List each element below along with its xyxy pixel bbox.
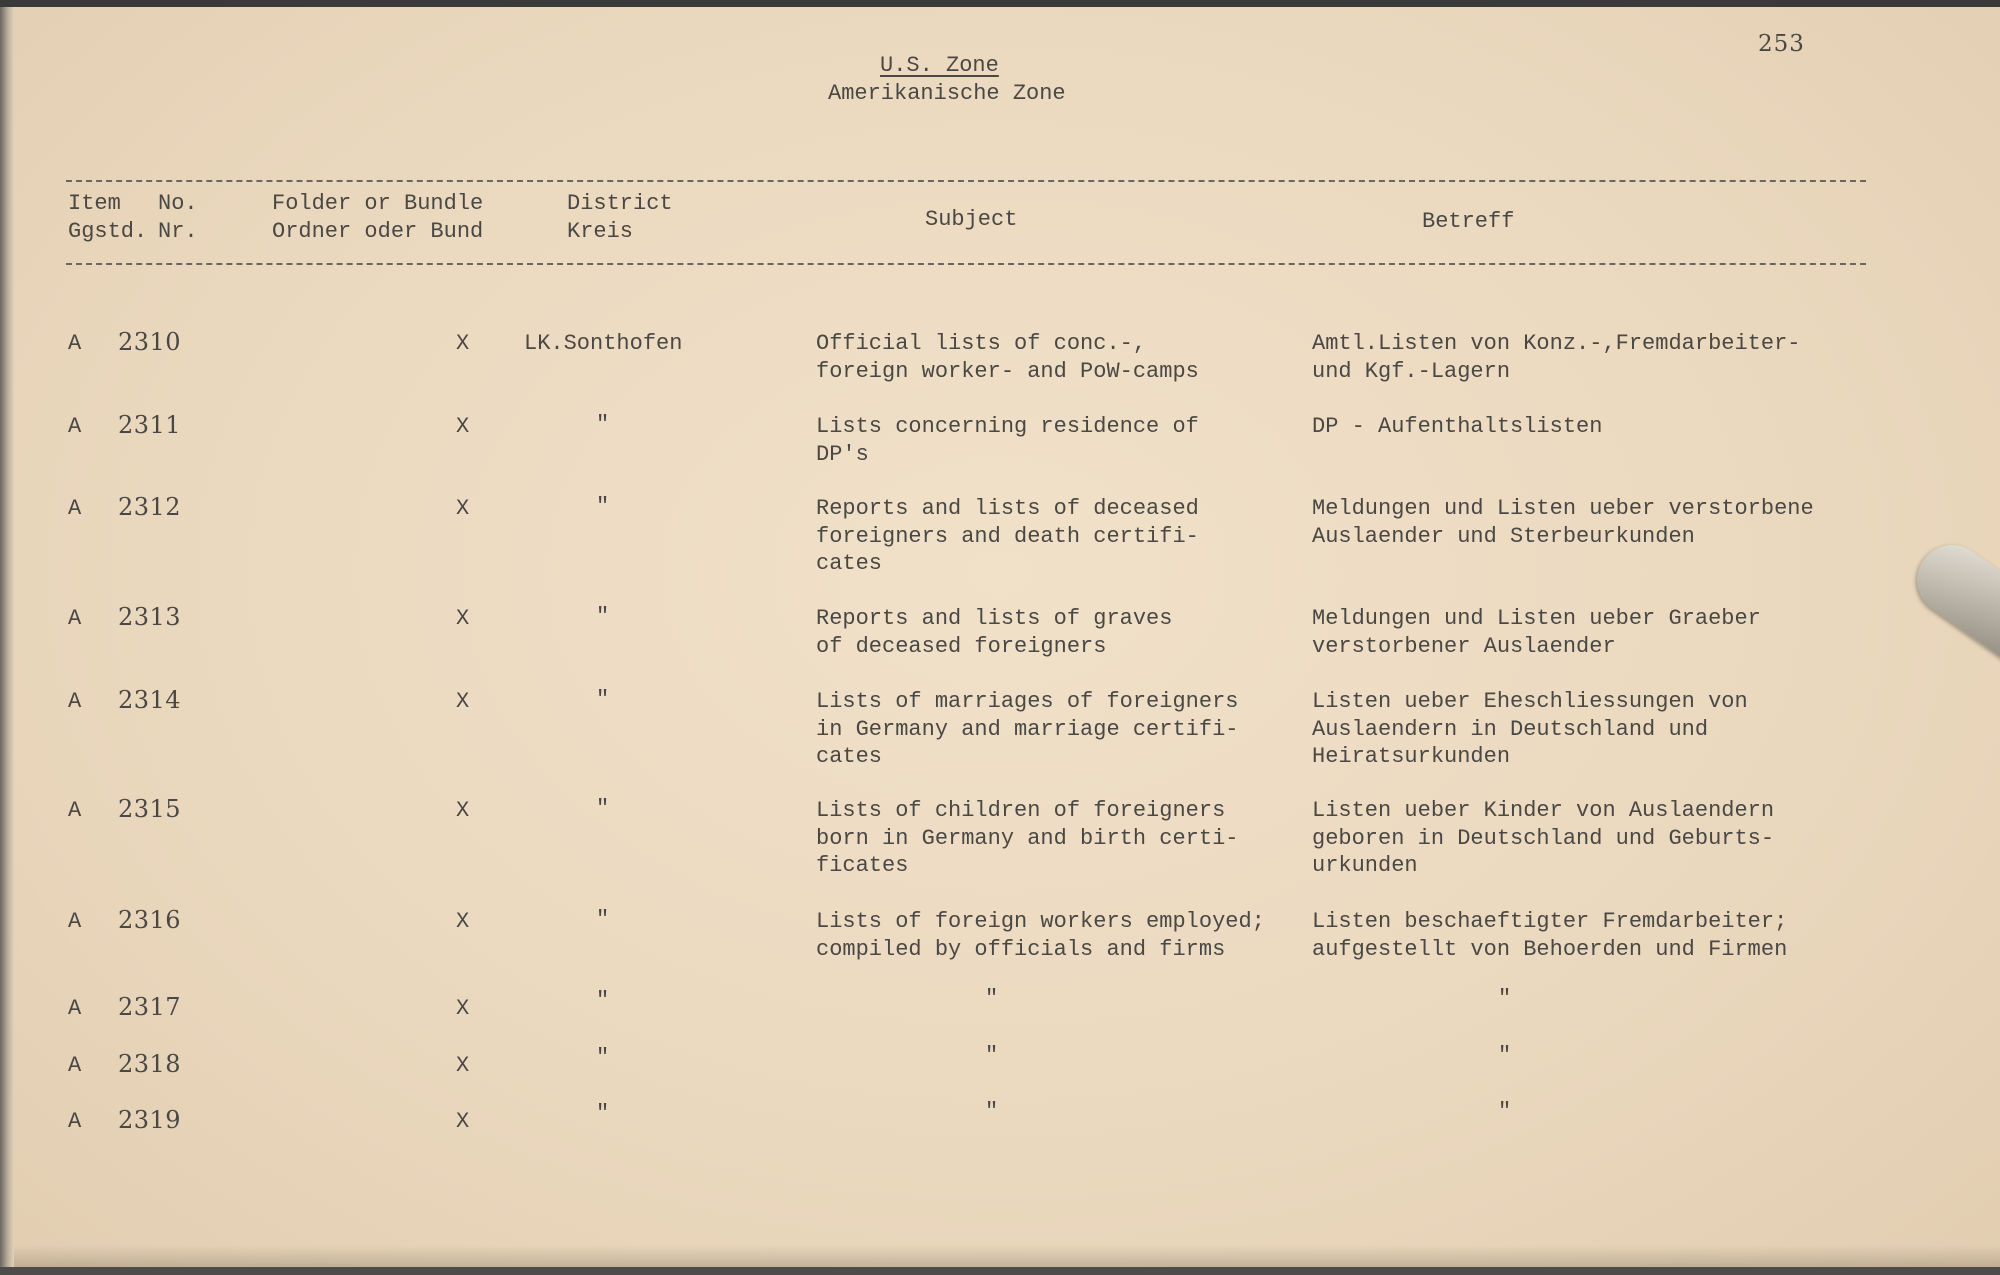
row-subject-line: " — [985, 986, 999, 1011]
row-subject-line: foreigners and death certifi- — [816, 523, 1199, 549]
row-betreff-line: verstorbener Auslaender — [1312, 633, 1616, 659]
row-number: 2318 — [118, 1050, 182, 1078]
row-subject-line: ficates — [816, 853, 909, 878]
page-number: 253 — [1758, 31, 1805, 57]
paper-clip — [1903, 531, 2000, 674]
row-betreff-line: Meldungen und Listen ueber Graeber — [1312, 606, 1761, 631]
row-betreff-line: Auslaendern in Deutschland und — [1312, 716, 1709, 742]
row-betreff-line: Meldungen und Listen ueber verstorbene — [1312, 496, 1814, 521]
row-subject-line: cates — [816, 744, 883, 769]
row-subject-line: DP's — [816, 441, 869, 467]
row-item: A — [68, 689, 82, 714]
row-district: LK.Sonthofen — [524, 331, 683, 356]
row-folder: X — [456, 414, 470, 439]
row-subject-line: " — [985, 1099, 999, 1124]
col-header-betreff: Betreff — [1422, 209, 1515, 234]
row-number: 2315 — [118, 795, 182, 823]
book-binding — [0, 0, 14, 1275]
row-subject-line: born in Germany and birth certi- — [816, 825, 1239, 851]
row-district: " — [596, 907, 610, 932]
row-betreff-line: " — [1498, 1099, 1512, 1124]
row-item: A — [68, 909, 82, 934]
row-number: 2312 — [118, 493, 182, 521]
row-item: A — [68, 496, 82, 521]
row-item: A — [68, 606, 82, 631]
row-folder: X — [456, 909, 470, 934]
row-betreff-line: Amtl.Listen von Konz.-,Fremdarbeiter- — [1312, 331, 1801, 356]
col-header-district-de: Kreis — [567, 219, 634, 244]
row-subject-line: " — [985, 1043, 999, 1068]
page-subtitle: Amerikanische Zone — [828, 81, 1066, 106]
page-bottom-edge — [0, 1267, 2000, 1275]
row-subject-line: compiled by officials and firms — [816, 936, 1226, 962]
row-district: " — [596, 604, 610, 629]
page-title: U.S. Zone — [880, 53, 999, 78]
header-rule-bottom — [66, 263, 1866, 265]
row-subject-line: cates — [816, 551, 883, 576]
col-header-folder-en: Folder or Bundle — [272, 191, 484, 216]
row-folder: X — [456, 689, 470, 714]
row-subject-line: Reports and lists of deceased — [816, 496, 1199, 521]
row-subject-line: Lists of marriages of foreigners — [816, 689, 1239, 714]
row-subject-line: Reports and lists of graves — [816, 606, 1173, 631]
col-header-no-en: No. — [158, 191, 198, 216]
row-betreff-line: und Kgf.-Lagern — [1312, 358, 1511, 384]
row-number: 2311 — [118, 411, 182, 439]
row-item: A — [68, 1053, 82, 1078]
row-betreff-line: DP - Aufenthaltslisten — [1312, 414, 1603, 439]
row-folder: X — [456, 798, 470, 823]
col-header-item-de: Ggstd. — [68, 219, 148, 244]
row-folder: X — [456, 606, 470, 631]
col-header-district-en: District — [567, 191, 673, 216]
row-betreff-line: geboren in Deutschland und Geburts- — [1312, 825, 1775, 851]
row-folder: X — [456, 1109, 470, 1134]
row-betreff-line: Listen ueber Kinder von Auslaendern — [1312, 798, 1775, 823]
col-header-no-de: Nr. — [158, 219, 198, 244]
row-district: " — [596, 1045, 610, 1070]
row-subject-line: in Germany and marriage certifi- — [816, 716, 1239, 742]
row-item: A — [68, 996, 82, 1021]
row-number: 2317 — [118, 993, 182, 1021]
row-item: A — [68, 414, 82, 439]
row-district: " — [596, 1101, 610, 1126]
row-subject-line: Lists of children of foreigners — [816, 798, 1226, 823]
row-item: A — [68, 331, 82, 356]
row-betreff-line: urkunden — [1312, 853, 1418, 878]
row-subject-line: Lists concerning residence of — [816, 414, 1199, 439]
row-betreff-line: aufgestellt von Behoerden und Firmen — [1312, 936, 1788, 962]
row-betreff-line: " — [1498, 1043, 1512, 1068]
row-number: 2319 — [118, 1106, 182, 1134]
row-folder: X — [456, 996, 470, 1021]
row-subject-line: Official lists of conc.-, — [816, 331, 1147, 356]
page-top-edge — [0, 0, 2000, 7]
row-betreff-line: " — [1498, 986, 1512, 1011]
row-district: " — [596, 988, 610, 1013]
col-header-subject: Subject — [925, 207, 1018, 232]
row-betreff-line: Listen beschaeftigter Fremdarbeiter; — [1312, 909, 1788, 934]
row-number: 2314 — [118, 686, 182, 714]
row-folder: X — [456, 331, 470, 356]
row-folder: X — [456, 1053, 470, 1078]
row-item: A — [68, 798, 82, 823]
row-district: " — [596, 796, 610, 821]
row-subject-line: of deceased foreigners — [816, 633, 1107, 659]
row-district: " — [596, 412, 610, 437]
row-number: 2316 — [118, 906, 182, 934]
row-item: A — [68, 1109, 82, 1134]
row-betreff-line: Heiratsurkunden — [1312, 744, 1511, 769]
row-district: " — [596, 687, 610, 712]
page-bottom-shadow — [14, 1245, 2000, 1267]
row-folder: X — [456, 496, 470, 521]
col-header-folder-de: Ordner oder Bund — [272, 219, 484, 244]
col-header-item-en: Item — [68, 191, 121, 216]
header-rule-top — [66, 180, 1866, 182]
row-number: 2313 — [118, 603, 182, 631]
row-district: " — [596, 494, 610, 519]
row-subject-line: foreign worker- and PoW-camps — [816, 358, 1199, 384]
row-betreff-line: Auslaender und Sterbeurkunden — [1312, 523, 1695, 549]
row-number: 2310 — [118, 328, 182, 356]
row-betreff-line: Listen ueber Eheschliessungen von — [1312, 689, 1748, 714]
row-subject-line: Lists of foreign workers employed; — [816, 909, 1265, 934]
